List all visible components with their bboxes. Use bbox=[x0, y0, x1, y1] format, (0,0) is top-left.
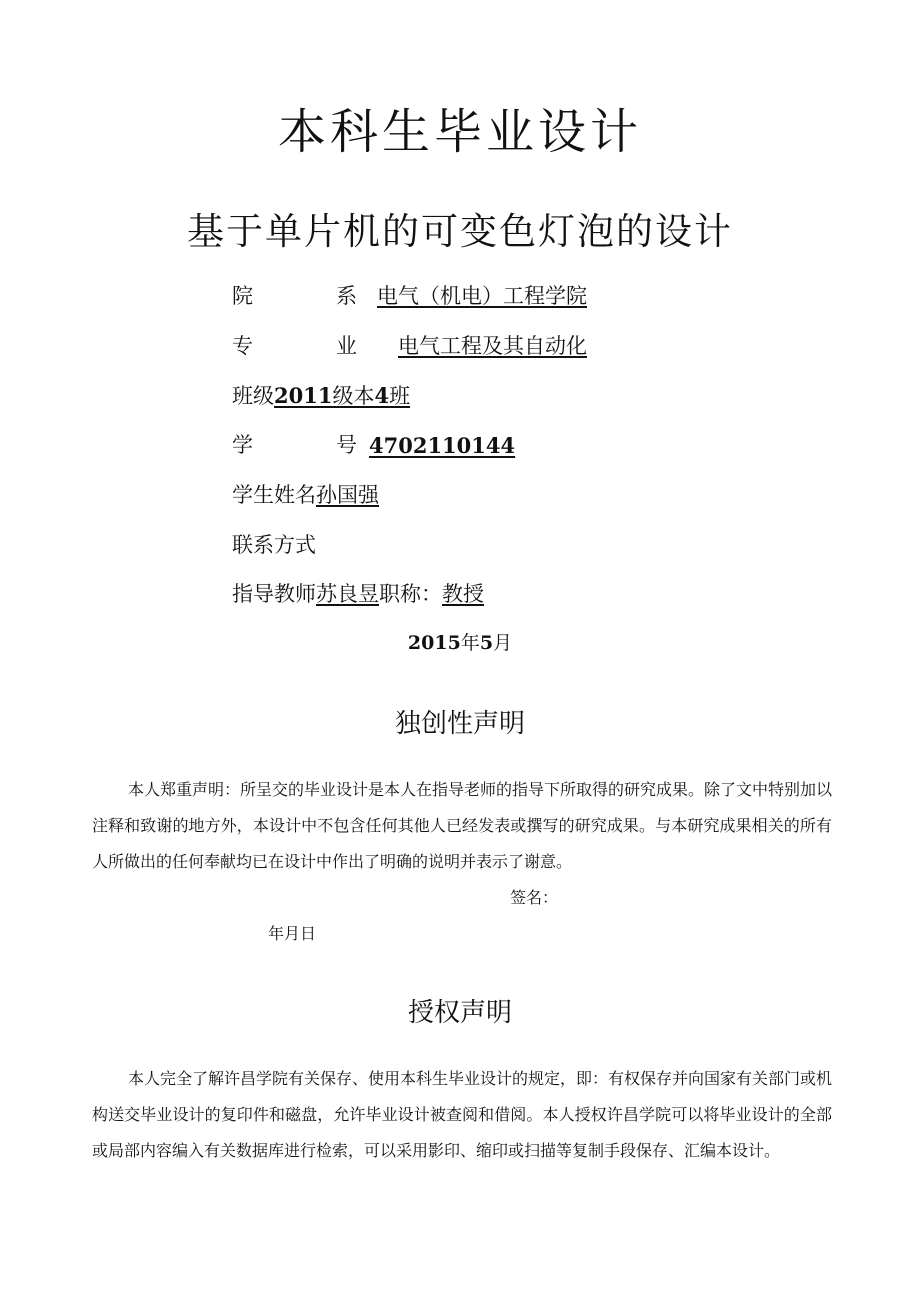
document-title: 本科生毕业设计 bbox=[277, 104, 642, 160]
advisor-row bbox=[232, 584, 484, 605]
department-label-b: 系 bbox=[336, 284, 357, 308]
cover-date bbox=[0, 634, 920, 653]
class-mid: 级本 bbox=[332, 384, 375, 408]
class-row bbox=[232, 385, 410, 407]
originality-heading: 独创性声明 bbox=[394, 709, 525, 739]
class-end: 班 bbox=[389, 384, 411, 408]
major-label-a: 专 bbox=[232, 334, 253, 358]
advisor-label: 指导教师 bbox=[232, 582, 316, 606]
signature-date-label: 年月日 bbox=[268, 924, 317, 943]
class-label: 班级 bbox=[232, 384, 274, 408]
advisor-value: 苏良昱 bbox=[316, 582, 379, 606]
contact-label: 联系方式 bbox=[232, 533, 316, 557]
student-name-value: 孙国强 bbox=[316, 483, 379, 507]
rank-label: 职称： bbox=[379, 582, 442, 606]
student-id-value: 4702110144 bbox=[369, 433, 516, 458]
originality-body: 本人郑重声明：所呈交的毕业设计是本人在指导老师的指导下所取得的研究成果。除了文中特别加以注释和致谢的地方外，本设计中不包含任何其他人已经发表或撰写的研究成果。与本研究成果相关的所有人所做出的任何奉献均已在设计中作出了明确的说明并表示了谢意。 bbox=[92, 780, 833, 871]
major-label-b: 业 bbox=[336, 334, 357, 358]
date-year: 2015 bbox=[407, 632, 461, 654]
student-name-row bbox=[232, 485, 379, 506]
student-id-label-a: 学 bbox=[232, 433, 253, 457]
student-name-label: 学生姓名 bbox=[232, 483, 316, 507]
major-value: 电气工程及其自动化 bbox=[398, 334, 587, 358]
department-label-a: 院 bbox=[232, 284, 253, 308]
class-number: 4 bbox=[374, 383, 390, 408]
class-value bbox=[274, 384, 410, 408]
authorization-body: 本人完全了解许昌学院有关保存、使用本科生毕业设计的规定，即：有权保存并向国家有关部门或机构送交毕业设计的复印件和磁盘，允许毕业设计被查阅和借阅。本人授权许昌学院可以将毕业设计的全部或局部内容编入有关数据库进行检索，可以采用影印、缩印或扫描等复制手段保存、汇编本设计。 bbox=[92, 1069, 833, 1160]
date-month-unit: 月 bbox=[493, 632, 513, 654]
class-year: 2011 bbox=[274, 383, 333, 408]
date-year-unit: 年 bbox=[460, 632, 480, 654]
student-id-label-b: 号 bbox=[336, 433, 357, 457]
thesis-title: 基于单片机的可变色灯泡的设计 bbox=[187, 210, 733, 253]
date-month: 5 bbox=[479, 632, 494, 654]
authorization-heading: 授权声明 bbox=[407, 998, 512, 1028]
department-value: 电气（机电）工程学院 bbox=[377, 284, 587, 308]
rank-value: 教授 bbox=[442, 582, 484, 606]
signature-label: 签名： bbox=[510, 888, 559, 907]
department-row bbox=[232, 286, 253, 307]
